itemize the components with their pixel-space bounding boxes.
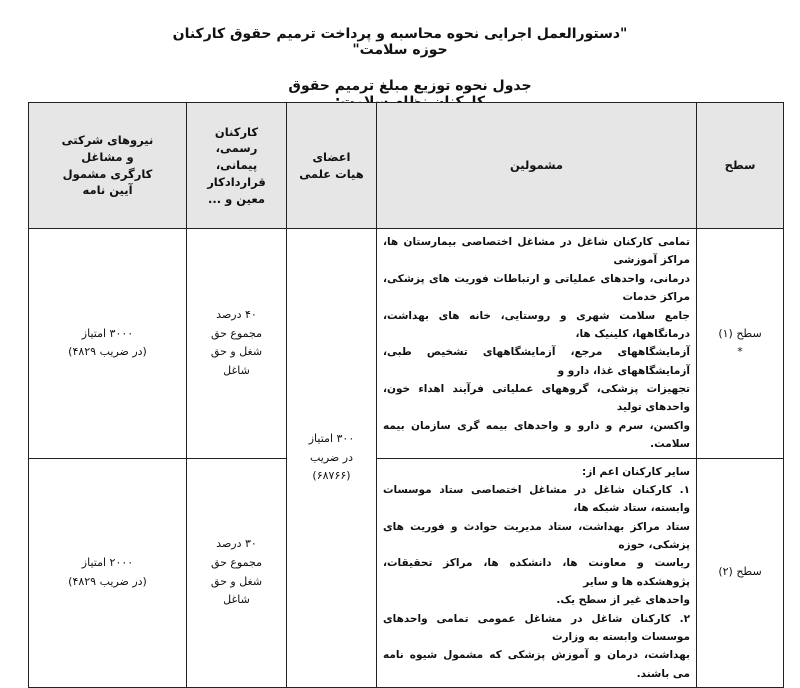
beneficiaries-cell <box>377 229 697 459</box>
beneficiaries-line: تمامی کارکنان شاغل در مشاغل اختصاصی بیمارستان ها، مراکز آموزشی <box>383 236 690 267</box>
beneficiaries-line: ۲. کارکنان شاغل در مشاغل عمومی تمامی واحدهای موسسات وابسته به وزارت <box>383 612 690 643</box>
faculty-cell <box>287 229 377 688</box>
table-row-level-1 <box>29 229 784 459</box>
level-label: سطح (۱) <box>718 326 762 340</box>
document-title: "دستورالعمل اجرایی نحوه محاسبه و پرداخت ترمیم حقوق کارکنان حوزه سلامت" <box>172 26 628 58</box>
beneficiaries-line: واحدهای غیر از سطح یک. <box>556 594 690 607</box>
beneficiaries-line: جامع سلامت شهری و روستایی، خانه های بهداشت، درمانگاهها، کلینیک ها، <box>383 309 690 340</box>
header-official-staff <box>187 103 287 229</box>
contract-coefficient: (در ضریب ۴۸۲۹) <box>68 574 147 588</box>
contract-points: ۳۰۰۰ امتیاز <box>81 326 134 340</box>
header-official-line: پیمانی، <box>215 158 258 173</box>
header-contract-line: نیروهای شرکتی <box>61 133 154 148</box>
header-contract-line: آیین نامه <box>82 183 133 198</box>
header-official-line: معین و ... <box>208 191 265 206</box>
official-desc: شغل و حق <box>210 574 263 588</box>
beneficiaries-line: ۱. کارکنان شاغل در مشاغل اختصاصی ستاد موسسات وابسته، ستاد شبکه ها، <box>383 483 690 515</box>
header-official-line: رسمی، <box>215 141 258 156</box>
header-official-line: کارکنان <box>214 124 259 139</box>
faculty-points: ۳۰۰ امتیاز <box>308 431 355 445</box>
beneficiaries-line: آزمایشگاههای مرجع، آزمایشگاههای تشخیص طبی، آزمایشگاههای غذا، دارو و <box>383 346 690 377</box>
official-desc: شغل و حق <box>210 345 263 359</box>
level-label: سطح (۲) <box>718 565 762 579</box>
official-percent: ۴۰ درصد <box>216 307 257 321</box>
official-desc: مجموع حق <box>210 556 263 570</box>
official-desc: شاغل <box>223 363 250 377</box>
beneficiaries-line: ریاست و معاونت ها، دانشکده ها، مراکز تحقیقات، پژوهشکده ها و سایر <box>383 557 690 588</box>
faculty-coefficient: (۶۸۷۶۶) <box>312 469 351 483</box>
header-faculty-line: هیات علمی <box>299 166 364 181</box>
beneficiaries-line: درمانی، واحدهای عملیاتی و ارتباطات فوریت های پزشکی، مراکز خدمات <box>383 272 690 304</box>
beneficiaries-line: واکسن، سرم و دارو و واحدهای بیمه گری سازمان بیمه سلامت. <box>383 419 690 451</box>
table-header-row <box>29 103 784 229</box>
header-level: سطح <box>697 103 784 229</box>
contract-workers-cell <box>29 458 187 688</box>
beneficiaries-line: سایر کارکنان اعم از: <box>582 465 690 478</box>
level-cell <box>697 458 784 688</box>
header-faculty-line: اعضای <box>312 149 351 164</box>
official-percent: ۳۰ درصد <box>216 537 257 551</box>
header-beneficiaries: مشمولین <box>377 103 697 229</box>
header-official-line: قراردادکار <box>207 174 266 189</box>
header-faculty <box>287 103 377 229</box>
header-contract-workers <box>29 103 187 229</box>
official-staff-cell <box>187 458 287 688</box>
faculty-coefficient-label: در ضریب <box>310 450 353 464</box>
contract-points: ۲۰۰۰ امتیاز <box>81 556 134 570</box>
official-desc: شاغل <box>223 593 250 607</box>
level-cell <box>697 229 784 459</box>
header-contract-line: و مشاغل <box>81 149 134 164</box>
beneficiaries-line: تجهیزات پزشکی، گروههای عملیاتی فرآیند اهداء خون، واحدهای تولید <box>383 383 690 414</box>
official-staff-cell <box>187 229 287 459</box>
official-desc: مجموع حق <box>210 326 263 340</box>
level-footnote-marker: * <box>737 345 743 359</box>
beneficiaries-line: بهداشت، درمان و آموزش پزشکی که مشمول شیوه نامه می باشند. <box>383 649 690 680</box>
beneficiaries-cell <box>377 458 697 688</box>
contract-coefficient: (در ضریب ۴۸۲۹) <box>68 345 147 359</box>
beneficiaries-line: ستاد مراکز بهداشت، ستاد مدیریت حوادث و فوریت های پزشکی، حوزه <box>383 520 690 551</box>
header-contract-line: کارگری مشمول <box>62 166 153 181</box>
contract-workers-cell <box>29 229 187 459</box>
table-row-level-2 <box>29 458 784 688</box>
distribution-table <box>28 102 784 688</box>
table-caption: جدول نحوه توزیع مبلغ ترمیم حقوق <box>288 78 532 94</box>
